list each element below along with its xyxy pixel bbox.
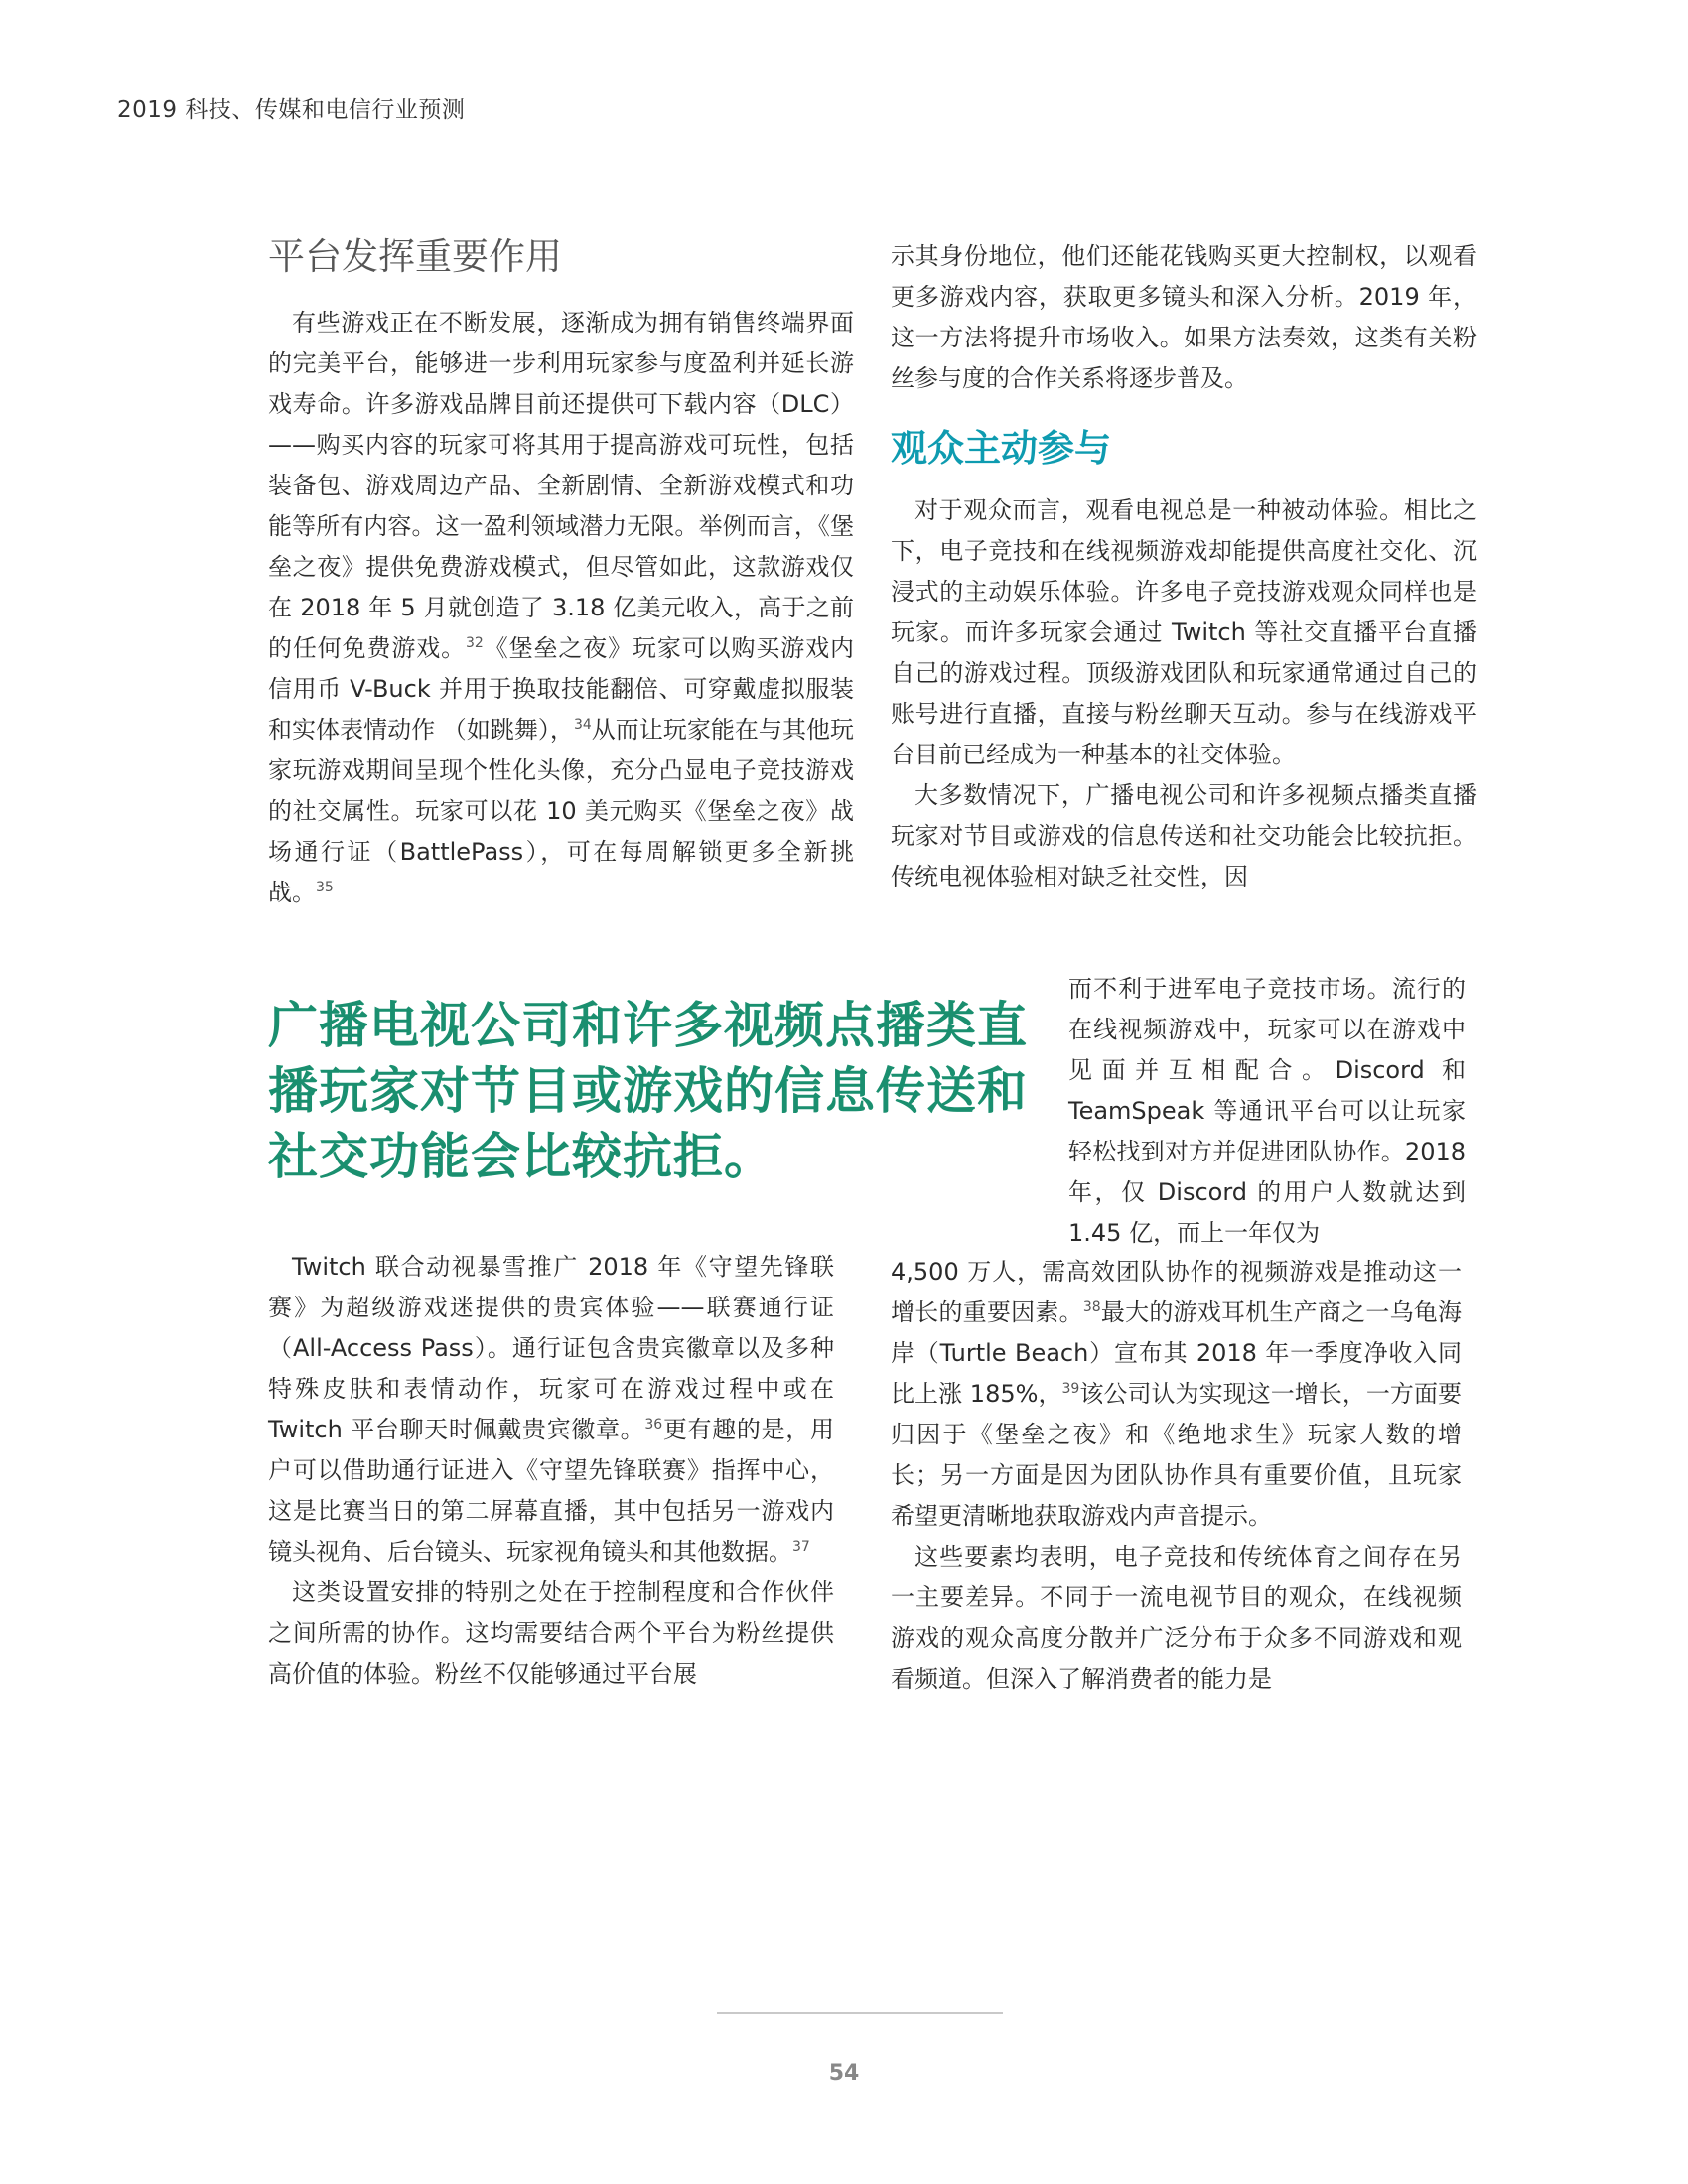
broadcaster-paragraph: 大多数情况下，广播电视公司和许多视频点播类直播玩家对节目或游戏的信息传送和社交功能会比较抗拒。传统电视体验相对缺乏社交性，因: [891, 780, 1477, 890]
left-column-lower: [268, 1247, 834, 1695]
footnote-ref[interactable]: 35: [316, 880, 334, 896]
document-header: 2019 科技、传媒和电信行业预测: [117, 97, 466, 123]
arrangement-paragraph: 这类设置安排的特别之处在于控制程度和合作伙伴之间所需的协作。这均需要结合两个平台为粉丝提供高价值的体验。粉丝不仅能够通过平台展: [268, 1578, 834, 1688]
right-column-top: [891, 236, 1477, 897]
difference-paragraph: 这些要素均表明，电子竞技和传统体育之间存在另一主要差异。不同于一流电视节目的观众，在线视频游戏的观众高度分散并广泛分布于众多不同游戏和观看频道。但深入了解消费者的能力是: [891, 1543, 1462, 1693]
continued-paragraph: 示其身份地位，他们还能花钱购买更大控制权，以观看更多游戏内容，获取更多镜头和深入分析。2019 年，这一方法将提升市场收入。如果方法奏效，这类有关粉丝参与度的合作关系将逐步普及。: [891, 242, 1477, 392]
headset-paragraph: [891, 1252, 1462, 1537]
text-run: 该公司认为实现这一增长，一方面要归因于《堡垒之夜》和《绝地求生》玩家人数的增长；另一方面是因为团队协作具有重要价值，且玩家希望更清晰地获取游戏内声音提示。: [891, 1380, 1462, 1530]
left-column-top: [268, 233, 854, 913]
footnote-ref[interactable]: 34: [573, 717, 592, 734]
continued-paragraph-wrap: 而不利于进军电子竞技市场。流行的在线视频游戏中，玩家可以在游戏中见面并互相配合。Discord 和 TeamSpeak 等通讯平台可以让玩家轻松找到对方并促进团队协作。2018 年，仅 Discord 的用户人数就达到 1.45 亿，而上一年仅为: [1068, 975, 1466, 1247]
text-run: 更有趣的是，用户可以借助通行证进入《守望先锋联赛》指挥中心，这是比赛当日的第二屏幕直播，其中包括另一游戏内镜头视角、后台镜头、玩家视角镜头和其他数据。: [268, 1416, 834, 1566]
platform-paragraph: [268, 303, 854, 913]
text-run: 有些游戏正在不断发展，逐渐成为拥有销售终端界面的完美平台，能够进一步利用玩家参与度盈利并延长游戏寿命。许多游戏品牌目前还提供可下载内容（DLC）——购买内容的玩家可将其用于提高游戏可玩性，包括装备包、游戏周边产品、全新剧情、全新游戏模式和功能等所有内容。这一盈利领域潜力无限。举例而言，《堡垒之夜》提供免费游戏模式，但尽管如此，这款游戏仅在 2018 年 5 月就创造了 3.18 亿美元收入，高于之前的任何免费游戏。: [268, 309, 854, 663]
text-run: 最大的游戏耳机生产商之一乌龟海岸（Turtle Beach）宣布其 2018 年一季度净收入同比上涨 185%，: [891, 1298, 1463, 1408]
audience-paragraph: 对于观众而言，观看电视总是一种被动体验。相比之下，电子竞技和在线视频游戏却能提供高度社交化、沉浸式的主动娱乐体验。许多电子竞技游戏观众同样也是玩家。而许多玩家会通过 Twitch 等社交直播平台直播自己的游戏过程。顶级游戏团队和玩家通常通过自己的账号进行直播，直接与粉丝聊天互动。参与在线游戏平台目前已经成为一种基本的社交体验。: [891, 495, 1477, 768]
page-number: 54: [828, 2061, 860, 2086]
right-column-lower: [891, 1252, 1462, 1700]
footer-divider: [717, 2012, 1003, 2014]
text-run: 《堡垒之夜》玩家可以购买游戏内信用币 V-Buck 并用于换取技能翻倍、可穿戴虚拟服装和实体表情动作 （如跳舞），: [268, 634, 854, 745]
footnote-ref[interactable]: 32: [466, 635, 484, 652]
footnote-ref[interactable]: 38: [1082, 1299, 1101, 1315]
text-run: 4,500 万人，需高效团队协作的视频游戏是推动这一增长的重要因素。: [891, 1258, 1462, 1326]
text-run: Twitch 联合动视暴雪推广 2018 年《守望先锋联赛》为超级游戏迷提供的贵宾体验——联赛通行证（All-Access Pass）。通行证包含贵宾徽章以及多种特殊皮肤和表情动作，玩家可在游戏过程中或在 Twitch 平台聊天时佩戴贵宾徽章。: [268, 1253, 834, 1443]
pull-quote: 广播电视公司和许多视频点播类直播玩家对节目或游戏的信息传送和社交功能会比较抗拒。: [268, 997, 1028, 1185]
section-title-platform: 平台发挥重要作用: [268, 235, 562, 278]
footnote-ref[interactable]: 37: [792, 1539, 810, 1555]
footnote-ref[interactable]: 36: [644, 1417, 663, 1433]
right-column-wrap: [1068, 969, 1466, 1254]
section-title-audience: 观众主动参与: [891, 427, 1111, 470]
twitch-paragraph: [268, 1247, 834, 1572]
text-run: 从而让玩家能在与其他玩家玩游戏期间呈现个性化头像，充分凸显电子竞技游戏的社交属性。玩家可以花 10 美元购买《堡垒之夜》战场通行证（BattlePass），可在每周解锁更多全新挑战。: [268, 716, 854, 907]
footnote-ref[interactable]: 39: [1061, 1381, 1080, 1397]
